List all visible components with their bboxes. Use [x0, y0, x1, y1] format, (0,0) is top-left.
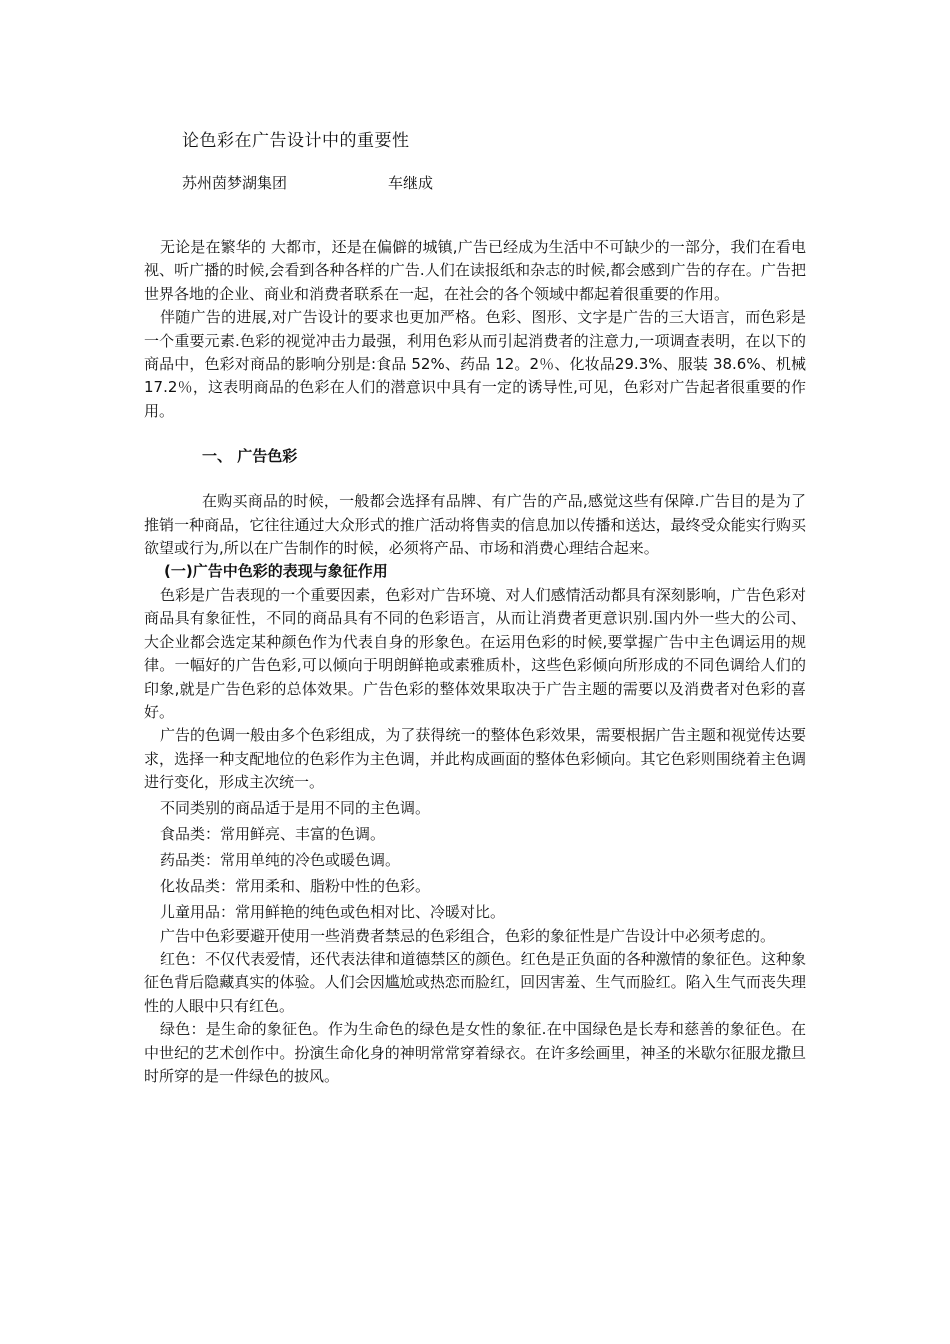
section1-paragraph-1: 在购买商品的时候，一般都会选择有品牌、有广告的产品,感觉这些有保障.广告目的是为了推销一种商品，它往往通过大众形式的推广活动将售卖的信息加以传播和送达，最终受众能实行购买欲望或行为,所以在广告制作的时候，必须将产品、市场和消费心理结合起来。	[144, 492, 806, 558]
list-item: 儿童用品：常用鲜艳的纯色或色相对比、冷暖对比。	[160, 902, 506, 921]
subsection-paragraph-6: 绿色：是生命的象征色。作为生命色的绿色是女性的象征.在中国绿色是长寿和慈善的象征色。在中世纪的艺术创作中。扮演生命化身的神明常常穿着绿衣。在许多绘画里，神圣的米歇尔征服龙撒旦时所穿的是一件绿色的披风。	[144, 1020, 806, 1085]
author-organization: 苏州茵梦湖集团	[182, 174, 288, 192]
document-title: 论色彩在广告设计中的重要性	[182, 131, 410, 151]
intro-paragraph-1: 无论是在繁华的 大都市，还是在偏僻的城镇,广告已经成为生活中不可缺少的一部分，我们在看电视、听广播的时候,会看到各种各样的广告.人们在读报纸和杂志的时候,都会感到广告的存在。广告把世界各地的企业、商业和消费者联系在一起，在社会的各个领域中都起着很重要的作用。	[144, 238, 806, 303]
subsection-paragraph-1: 色彩是广告表现的一个重要因素，色彩对广告环境、对人们感情活动都具有深刻影响，广告色彩对商品具有象征性，不同的商品具有不同的色彩语言，从而让消费者更意识别.国内外一些大的公司、大企业都会选定某种颜色作为代表自身的形象色。在运用色彩的时候,要掌握广告中主色调运用的规律。一幅好的广告色彩,可以倾向于明朗鲜艳或素雅质朴，这些色彩倾向所形成的不同色调给人们的印象,就是广告色彩的总体效果。广告色彩的整体效果取决于广告主题的需要以及消费者对色彩的喜好。	[144, 585, 806, 721]
subsection-paragraph-2: 广告的色调一般由多个色彩组成，为了获得统一的整体色彩效果，需要根据广告主题和视觉传达要求，选择一种支配地位的色彩作为主色调，并此构成画面的整体色彩倾向。其它色彩则围绕着主色调进行变化，形成主次统一。	[144, 726, 806, 792]
document-body	[144, 236, 806, 1088]
list-item: 化妆品类：常用柔和、脂粉中性的色彩。	[160, 876, 431, 895]
subsection-paragraph-4: 广告中色彩要避开使用一些消费者禁忌的色彩组合，色彩的象征性是广告设计中必须考虑的。	[160, 926, 776, 945]
author-name: 车继成	[388, 174, 434, 192]
subsection-paragraph-3: 不同类别的商品适于是用不同的主色调。	[160, 798, 431, 817]
list-item: 食品类：常用鲜亮、丰富的色调。	[160, 824, 386, 843]
intro-paragraph-2: 伴随广告的进展,对广告设计的要求也更加严格。色彩、图形、文字是广告的三大语言，而色彩是一个重要元素.色彩的视觉冲击力最强，利用色彩从而引起消费者的注意力,一项调查表明，在以下的商品中，色彩对商品的影响分别是:食品 52%、药品 12。2％、化妆品29.3%、服装 38.6%、机械 17.2％，这表明商品的色彩在人们的潜意识中具有一定的诱导性,可见，色彩对广告起者很重要的作用。	[144, 308, 806, 420]
list-item: 药品类：常用单纯的冷色或暖色调。	[160, 850, 401, 869]
subsection-paragraph-5: 红色：不仅代表爱情，还代表法律和道德禁区的颜色。红色是正负面的各种激情的象征色。这种象征色背后隐藏真实的体验。人们会因尴尬或热恋而脸红，回因害羞、生气而脸红。陷入生气而丧失理性的人眼中只有红色。	[144, 949, 806, 1015]
subsection-heading-1: (一)广告中色彩的表现与象征作用	[164, 562, 388, 581]
section-heading-1: 一、 广告色彩	[202, 447, 298, 466]
